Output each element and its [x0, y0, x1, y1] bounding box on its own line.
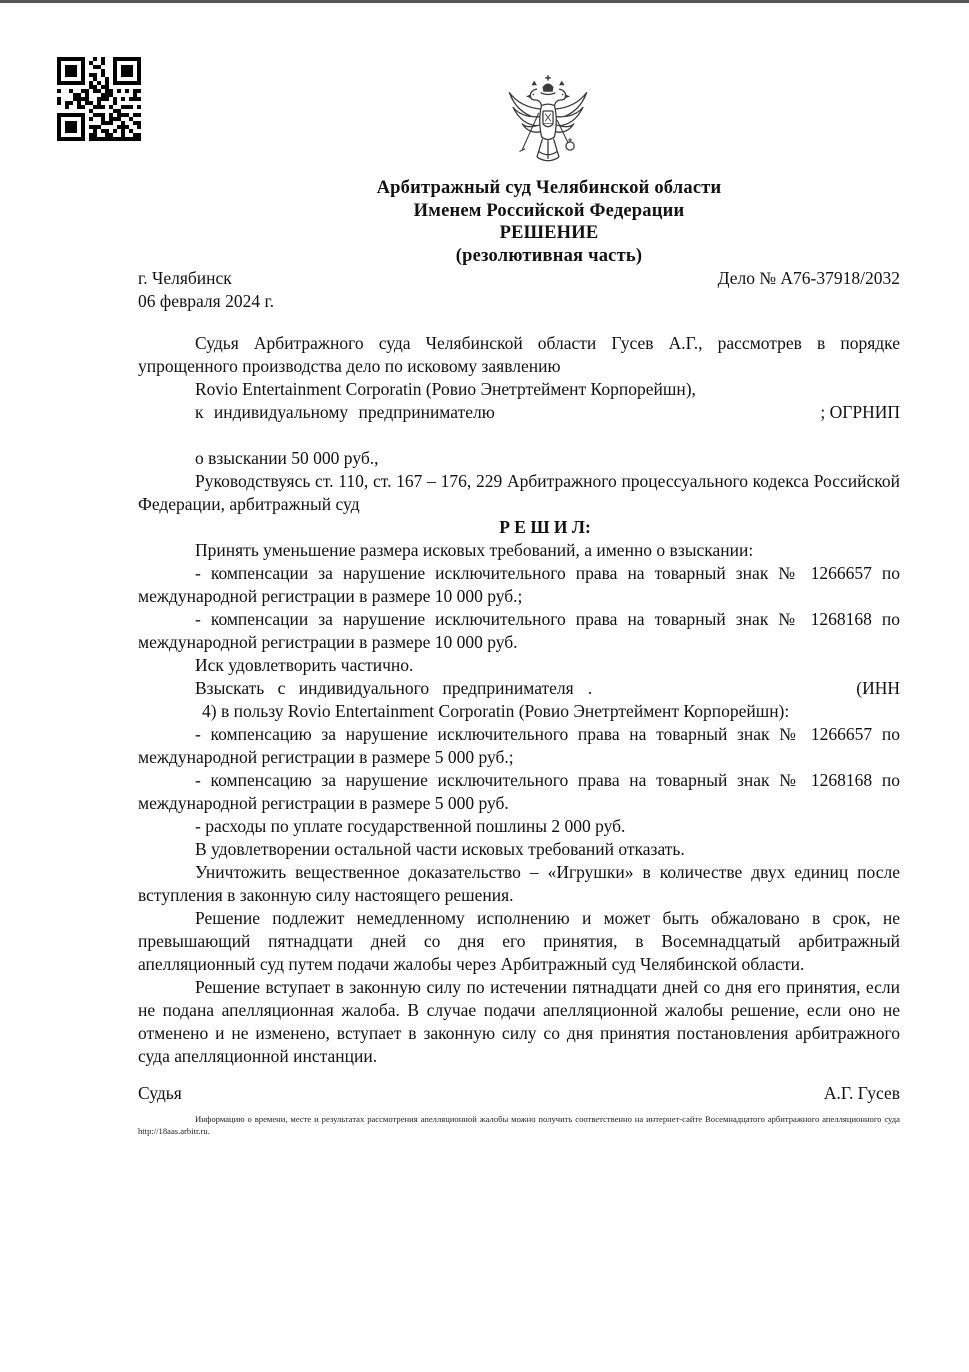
- footnote: [138, 1114, 900, 1137]
- paragraph-accept-reduction: Принять уменьшение размера исковых требований, а именно о взыскании:: [195, 540, 754, 560]
- paragraph-in-favor-of: 4) в пользу Rovio Entertainment Corporatin (Ровио Энетртеймент Корпорейшн):: [202, 701, 790, 721]
- paragraph-defendant: к индивидуальному предпринимателю: [195, 402, 495, 422]
- paragraph-legal-force: Решение вступает в законную силу по истечении пятнадцати дней со дня его принятия, если не подана апелляционная жалоба. В случае подачи апелляционной жалобы решение, если оно не отменено и не изменено, вступает в законную силу со дня принятия постановления арбитражного суда апелляционной инстанции.: [138, 977, 900, 1066]
- redacted-line: [138, 424, 900, 447]
- paragraph-destroy-evidence: Уничтожить вещественное доказательство – «Игрушки» в количестве двух единиц после вступления в законную силу настоящего решения.: [138, 862, 900, 905]
- court-name-heading: Арбитражный суд Челябинской области: [376, 178, 722, 198]
- footnote-text: Информацию о времени, месте и результатах рассмотрения апелляционной жалобы можно получить соответственно на интернет-сайте Восемнадцатого арбитражного апелляционного суда: [195, 1114, 900, 1124]
- decision-title: РЕШЕНИЕ: [499, 223, 599, 243]
- paragraph-compensation-1: - компенсации за нарушение исключительного права на товарный знак № 1266657 по международной регистрации в размере 10 000 руб.;: [138, 563, 900, 606]
- paragraph-state-duty: - расходы по уплате государственной пошлины 2 000 руб.: [195, 816, 626, 836]
- paragraph-intro: Судья Арбитражного суда Челябинской области Гусев А.Г., рассмотрев в порядке упрощенного производства дело по исковому заявлению: [138, 333, 900, 376]
- paragraph-recover-from: Взыскать с индивидуального предпринимателя: [195, 678, 574, 698]
- paragraph-guided-by: Руководствуясь ст. 110, ст. 167 – 176, 229 Арбитражного процессуального кодекса Российской Федерации, арбитражный суд: [138, 471, 900, 514]
- city-label: г. Челябинск: [138, 268, 232, 288]
- paragraph-compensation-4: - компенсацию за нарушение исключительного права на товарный знак № 1268168 по международной регистрации в размере 5 000 руб.: [138, 770, 900, 813]
- paragraph-claim-amount: о взыскании 50 000 руб.,: [195, 448, 379, 468]
- in-the-name-heading: Именем Российской Федерации: [413, 200, 685, 221]
- paragraph-appeal-terms: Решение подлежит немедленному исполнению и может быть обжаловано в срок, не превышающий пятнадцати дней со дня его принятия, в Восемнадцатый арбитражный апелляционный суд путем подачи жалобы через Арбитражный суд Челябинской области.: [138, 908, 900, 974]
- footnote-url: http://18aas.arbitr.ru.: [138, 1125, 210, 1136]
- paragraph-refuse-rest: В удовлетворении остальной части исковых требований отказать.: [195, 839, 685, 859]
- redacted-name-dot: .: [587, 678, 593, 698]
- paragraph-plaintiff: Rovio Entertainment Corporatin (Ровио Энетртеймент Корпорейшн),: [195, 379, 696, 399]
- resolved-heading: Р Е Ш И Л:: [499, 517, 591, 537]
- judge-name: А.Г. Гусев: [823, 1083, 900, 1103]
- paragraph-compensation-3: - компенсацию за нарушение исключительного права на товарный знак № 1266657 по международной регистрации в размере 5 000 руб.;: [138, 724, 900, 767]
- qr-code-icon: [57, 57, 141, 141]
- paragraph-compensation-2: - компенсации за нарушение исключительного права на товарный знак № 1268168 по международной регистрации в размере 10 000 руб.: [138, 609, 900, 652]
- paragraph-partial-satisfy: Иск удовлетворить частично.: [195, 655, 414, 675]
- decision-part-subtitle: (резолютивная часть): [455, 245, 643, 266]
- inn-label: (ИНН: [856, 678, 900, 698]
- ogrnip-label: ; ОГРНИП: [820, 402, 900, 422]
- decision-date: 06 февраля 2024 г.: [138, 291, 275, 311]
- document-body: [138, 0, 900, 1146]
- judge-label: Судья: [138, 1083, 182, 1103]
- case-number: Дело № А76-37918/2032: [717, 268, 900, 288]
